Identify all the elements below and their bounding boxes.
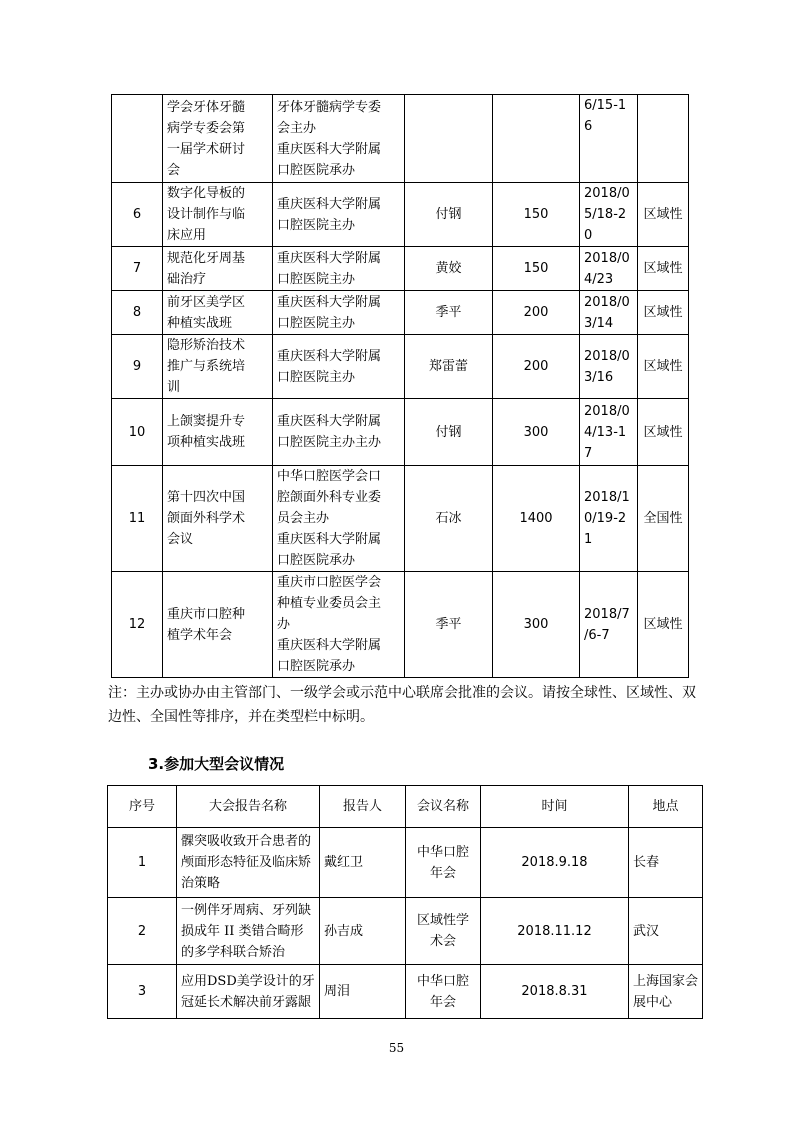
person-in-charge: 黄姣: [405, 247, 493, 291]
row-number: 9: [112, 335, 163, 399]
table-row: [112, 335, 689, 399]
reporter: 孙吉成: [320, 898, 406, 965]
header-meeting: 会议名称: [406, 786, 481, 828]
row-number: 3: [108, 965, 177, 1019]
row-number: 6: [112, 183, 163, 247]
meeting-date: 2018/0 4/23: [580, 247, 638, 291]
organizer: 重庆市口腔医学会 种植专业委员会主 办 重庆医科大学附属 口腔医院承办: [273, 572, 405, 678]
header-time: 时间: [481, 786, 629, 828]
attendance: 1400: [493, 466, 580, 572]
meeting-name: 前牙区美学区 种植实战班: [163, 291, 273, 335]
reporter: 周泪: [320, 965, 406, 1019]
header-report: 大会报告名称: [177, 786, 320, 828]
header-place: 地点: [629, 786, 703, 828]
meeting-place: 长春: [629, 828, 703, 898]
table-row: [112, 572, 689, 678]
report-title: 髁突吸收致开合患者的 颅面形态特征及临床矫 治策略: [177, 828, 320, 898]
meeting-time: 2018.8.31: [481, 965, 629, 1019]
meeting-name: 第十四次中国 颌面外科学术 会议: [163, 466, 273, 572]
hosted-meetings-table: [111, 94, 689, 678]
attendance: 150: [493, 247, 580, 291]
row-number: 1: [108, 828, 177, 898]
table-row: [112, 399, 689, 466]
meeting-place: 武汉: [629, 898, 703, 965]
table-row: [112, 466, 689, 572]
reporter: 戴红卫: [320, 828, 406, 898]
person-in-charge: [405, 95, 493, 183]
attendance: 200: [493, 291, 580, 335]
table-note: 注：主办或协办由主管部门、一级学会或示范中心联席会批准的会议。请按全球性、区域性、双边性、全国性等排序，并在类型栏中标明。: [108, 685, 696, 725]
meeting-type: 区域性: [638, 399, 689, 466]
table-row: [112, 247, 689, 291]
meeting-name: 上颌窦提升专 项种植实战班: [163, 399, 273, 466]
person-in-charge: 郑雷蕾: [405, 335, 493, 399]
header-reporter: 报告人: [320, 786, 406, 828]
meeting-date: 2018/1 0/19-2 1: [580, 466, 638, 572]
table-row: [112, 183, 689, 247]
attendance: 300: [493, 399, 580, 466]
meeting-date: 6/15-1 6: [580, 95, 638, 183]
meeting-type: 区域性: [638, 247, 689, 291]
meeting-type: [638, 95, 689, 183]
row-number: 2: [108, 898, 177, 965]
meeting-name: 区域性学 术会: [406, 898, 481, 965]
person-in-charge: 季平: [405, 291, 493, 335]
organizer: 重庆医科大学附属 口腔医院主办: [273, 183, 405, 247]
report-title: 一例伴牙周病、牙列缺 损成年 II 类错合畸形 的多学科联合矫治: [177, 898, 320, 965]
attendance: 200: [493, 335, 580, 399]
row-number: 11: [112, 466, 163, 572]
meeting-date: 2018/0 3/16: [580, 335, 638, 399]
row-number: 10: [112, 399, 163, 466]
meeting-name: 学会牙体牙髓 病学专委会第 一届学术研讨 会: [163, 95, 273, 183]
table-row: [112, 291, 689, 335]
meeting-date: 2018/0 4/13-1 7: [580, 399, 638, 466]
table-row: [112, 95, 689, 183]
person-in-charge: 季平: [405, 572, 493, 678]
row-number: [112, 95, 163, 183]
page-number: 55: [388, 1041, 405, 1055]
meeting-type: 区域性: [638, 572, 689, 678]
report-title: 应用DSD美学设计的牙 冠延长术解决前牙露龈: [177, 965, 320, 1019]
meeting-name: 中华口腔 年会: [406, 828, 481, 898]
meeting-type: 区域性: [638, 183, 689, 247]
meeting-time: 2018.9.18: [481, 828, 629, 898]
organizer: 重庆医科大学附属 口腔医院主办主办: [273, 399, 405, 466]
meeting-date: 2018/7 /6-7: [580, 572, 638, 678]
organizer: 重庆医科大学附属 口腔医院主办: [273, 335, 405, 399]
organizer: 中华口腔医学会口 腔颌面外科专业委 员会主办 重庆医科大学附属 口腔医院承办: [273, 466, 405, 572]
attendance: 300: [493, 572, 580, 678]
table-row: [108, 965, 703, 1019]
organizer: 重庆医科大学附属 口腔医院主办: [273, 291, 405, 335]
person-in-charge: 付钢: [405, 399, 493, 466]
person-in-charge: 石冰: [405, 466, 493, 572]
attendance: [493, 95, 580, 183]
row-number: 8: [112, 291, 163, 335]
attended-meetings-table: [107, 785, 703, 1019]
meeting-name: 重庆市口腔种 植学术年会: [163, 572, 273, 678]
meeting-name: 隐形矫治技术 推广与系统培 训: [163, 335, 273, 399]
row-number: 12: [112, 572, 163, 678]
header-number: 序号: [108, 786, 177, 828]
organizer: 牙体牙髓病学专委 会主办 重庆医科大学附属 口腔医院承办: [273, 95, 405, 183]
table-header-row: [108, 786, 703, 828]
meeting-time: 2018.11.12: [481, 898, 629, 965]
person-in-charge: 付钢: [405, 183, 493, 247]
meeting-type: 区域性: [638, 291, 689, 335]
meeting-date: 2018/0 5/18-2 0: [580, 183, 638, 247]
meeting-type: 区域性: [638, 335, 689, 399]
meeting-date: 2018/0 3/14: [580, 291, 638, 335]
table-row: [108, 898, 703, 965]
meeting-name: 规范化牙周基 础治疗: [163, 247, 273, 291]
section-title: 3.参加大型会议情况: [148, 755, 285, 773]
meeting-name: 数字化导板的 设计制作与临 床应用: [163, 183, 273, 247]
meeting-type: 全国性: [638, 466, 689, 572]
row-number: 7: [112, 247, 163, 291]
attendance: 150: [493, 183, 580, 247]
meeting-name: 中华口腔 年会: [406, 965, 481, 1019]
table-row: [108, 828, 703, 898]
meeting-place: 上海国家会 展中心: [629, 965, 703, 1019]
organizer: 重庆医科大学附属 口腔医院主办: [273, 247, 405, 291]
